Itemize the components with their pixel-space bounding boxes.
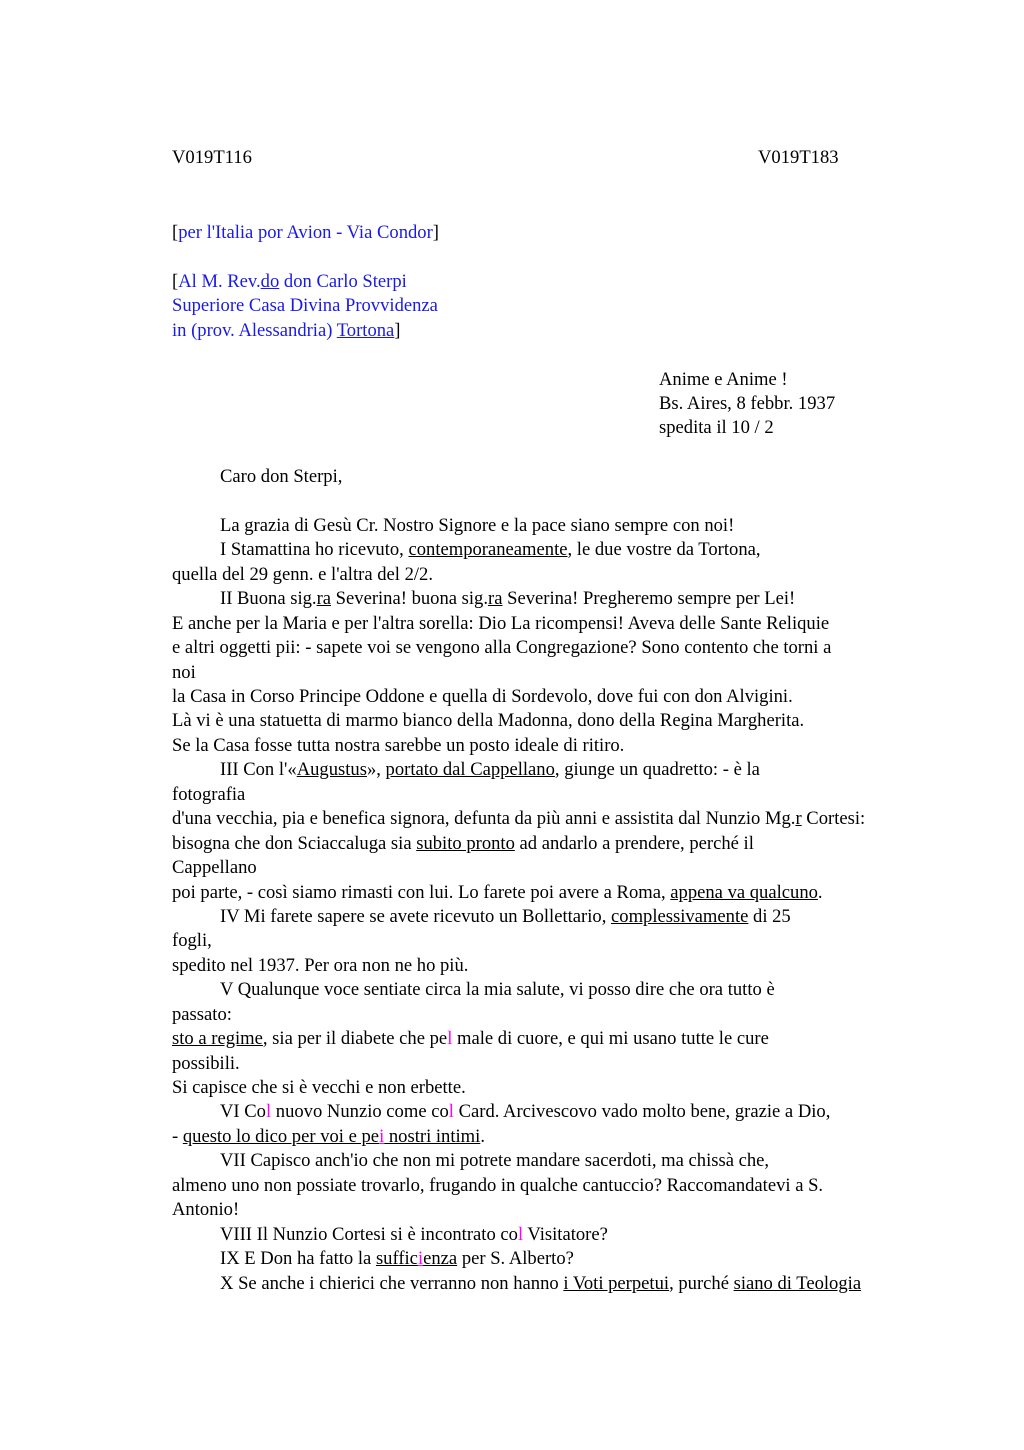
body-line: Se la Casa fosse tutta nostra sarebbe un posto ideale di ritiro. — [172, 735, 625, 756]
body-line: quella del 29 genn. e l'altra del 2/2. — [172, 564, 433, 585]
body-line: IV Mi farete sapere se avete ricevuto un Bollettario, complessivamente di 25 — [220, 906, 791, 927]
address-line-3: in (prov. Alessandria) Tortona] — [172, 320, 401, 341]
body-line: I Stamattina ho ricevuto, contemporaneamente, le due vostre da Tortona, — [220, 539, 761, 560]
dateline-sent: spedita il 10 / 2 — [659, 417, 774, 438]
body-line: d'una vecchia, pia e benefica signora, defunta da più anni e assistita dal Nunzio Mg.r Cortesi: — [172, 808, 866, 829]
doc-code-right: V019T183 — [758, 147, 839, 168]
body-line: Antonio! — [172, 1199, 240, 1220]
body-line: VI Col nuovo Nunzio come col Card. Arcivescovo vado molto bene, grazie a Dio, — [220, 1101, 831, 1122]
body-line: spedito nel 1937. Per ora non ne ho più. — [172, 955, 469, 976]
body-line: VII Capisco anch'io che non mi potrete mandare sacerdoti, ma chissà che, — [220, 1150, 770, 1171]
body-line: fotografia — [172, 784, 246, 805]
body-line: V Qualunque voce sentiate circa la mia salute, vi posso dire che ora tutto è — [220, 979, 775, 1000]
body-line: - questo lo dico per voi e pei nostri intimi. — [172, 1126, 485, 1147]
body-line: possibili. — [172, 1053, 240, 1074]
body-line: Si capisce che si è vecchi e non erbette. — [172, 1077, 466, 1098]
body-line: sto a regime, sia per il diabete che pel male di cuore, e qui mi usano tutte le cure — [172, 1028, 769, 1049]
body-line: III Con l'«Augustus», portato dal Cappellano, giunge un quadretto: - è la — [220, 759, 760, 780]
body-line: E anche per la Maria e per l'altra sorella: Dio La ricompensi! Aveva delle Sante Reliquie — [172, 613, 830, 634]
salutation: Caro don Sterpi, — [220, 466, 343, 487]
body-line: la Casa in Corso Principe Oddone e quella di Sordevolo, dove fui con don Alvigini. — [172, 686, 793, 707]
body-line: noi — [172, 662, 196, 683]
body-line: IX E Don ha fatto la sufficienza per S. Alberto? — [220, 1248, 574, 1269]
body-line: almeno uno non possiate trovarlo, frugando in qualche cantuccio? Raccomandatevi a S. — [172, 1175, 824, 1196]
body-line: bisogna che don Sciaccaluga sia subito pronto ad andarlo a prendere, perché il — [172, 833, 754, 854]
dateline-date: Bs. Aires, 8 febbr. 1937 — [659, 393, 836, 414]
body-line: X Se anche i chierici che verranno non hanno i Voti perpetui, purché siano di Teologia — [220, 1273, 862, 1294]
dateline-motto: Anime e Anime ! — [659, 369, 788, 390]
body-line: Là vi è una statuetta di marmo bianco della Madonna, dono della Regina Margherita. — [172, 710, 805, 731]
postal-note: [per l'Italia por Avion - Via Condor] — [172, 222, 439, 243]
body-line: Cappellano — [172, 857, 257, 878]
body-line: VIII Il Nunzio Cortesi si è incontrato col Visitatore? — [220, 1224, 608, 1245]
body-line: La grazia di Gesù Cr. Nostro Signore e la pace siano sempre con noi! — [220, 515, 735, 536]
address-line-2: Superiore Casa Divina Provvidenza — [172, 295, 438, 316]
body-line: II Buona sig.ra Severina! buona sig.ra Severina! Pregheremo sempre per Lei! — [220, 588, 796, 609]
body-line: passato: — [172, 1004, 232, 1025]
body-line: e altri oggetti pii: - sapete voi se vengono alla Congregazione? Sono contento che torni a — [172, 637, 832, 658]
body-line: fogli, — [172, 930, 212, 951]
address-line-1: [Al M. Rev.do don Carlo Sterpi — [172, 271, 407, 292]
body-line: poi parte, - così siamo rimasti con lui. Lo farete poi avere a Roma, appena va qualcuno. — [172, 882, 823, 903]
doc-code-left: V019T116 — [172, 147, 252, 168]
